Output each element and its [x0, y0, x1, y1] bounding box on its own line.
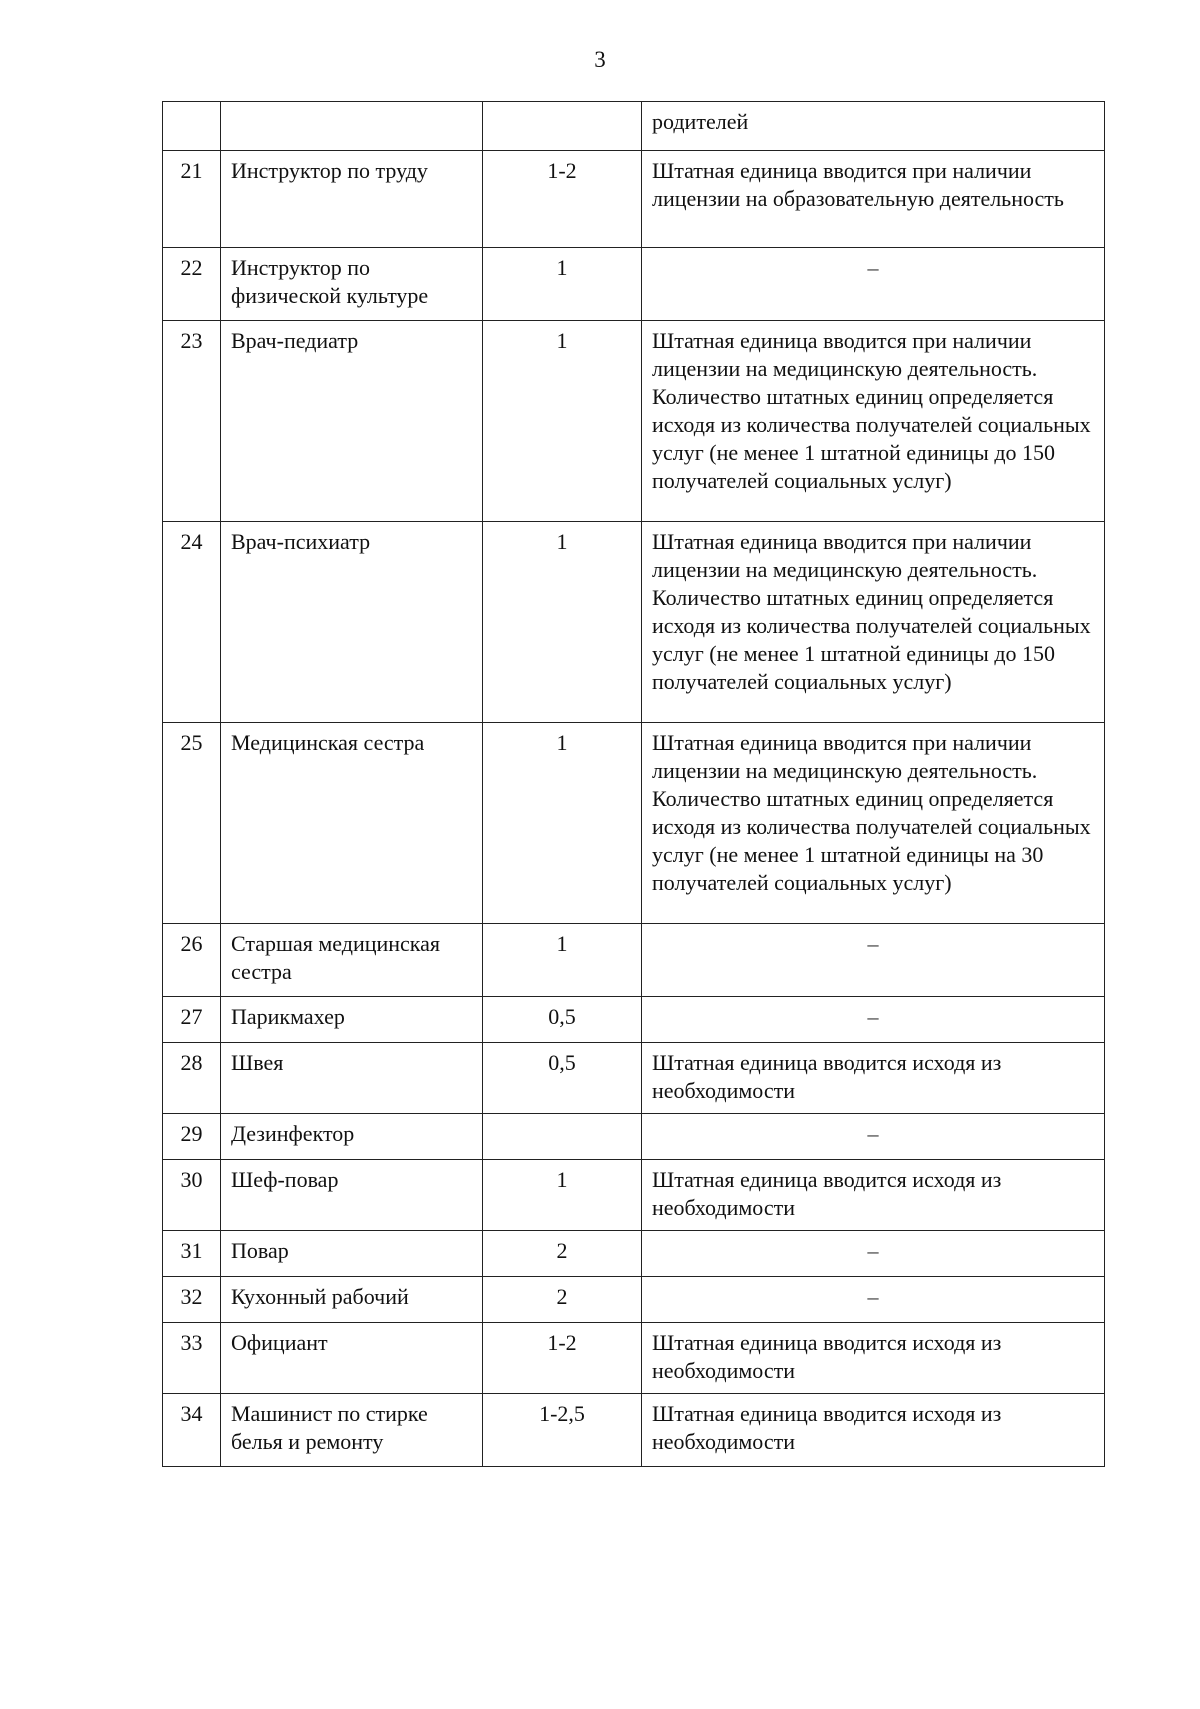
staff-count-cell: 0,5: [483, 997, 642, 1043]
staff-count-cell: 2: [483, 1277, 642, 1323]
staff-count-cell: 1: [483, 1160, 642, 1231]
note-cell: Штатная единица вводится исходя из необходимости: [642, 1160, 1105, 1231]
row-number-cell: 28: [163, 1043, 221, 1114]
note-cell: родителей: [642, 102, 1105, 151]
staff-count-cell: 1-2,5: [483, 1394, 642, 1467]
note-cell: –: [642, 924, 1105, 997]
note-cell: Штатная единица вводится исходя из необходимости: [642, 1043, 1105, 1114]
table-row: [163, 1231, 1105, 1277]
table-row: [163, 321, 1105, 522]
table-row: [163, 1043, 1105, 1114]
position-name-cell: Врач-психиатр: [221, 522, 483, 723]
staff-count-cell: 1: [483, 321, 642, 522]
staff-count-cell: 1-2: [483, 1323, 642, 1394]
row-number-cell: 23: [163, 321, 221, 522]
staffing-table: [162, 101, 1105, 1467]
row-number-cell: 21: [163, 151, 221, 248]
note-cell: –: [642, 1277, 1105, 1323]
staff-count-cell: 1-2: [483, 151, 642, 248]
row-number-cell: 26: [163, 924, 221, 997]
note-cell: Штатная единица вводится при наличии лицензии на образовательную деятельность: [642, 151, 1105, 248]
staff-count-cell: [483, 1114, 642, 1160]
row-number-cell: 34: [163, 1394, 221, 1467]
position-name-cell: Инструктор по труду: [221, 151, 483, 248]
note-cell: –: [642, 1114, 1105, 1160]
position-name-cell: Машинист по стирке белья и ремонту: [221, 1394, 483, 1467]
table-row: [163, 997, 1105, 1043]
row-number-cell: [163, 102, 221, 151]
row-number-cell: 33: [163, 1323, 221, 1394]
note-cell: –: [642, 1231, 1105, 1277]
row-number-cell: 27: [163, 997, 221, 1043]
table-row: [163, 924, 1105, 997]
row-number-cell: 24: [163, 522, 221, 723]
row-number-cell: 32: [163, 1277, 221, 1323]
table-row: [163, 1114, 1105, 1160]
staff-count-cell: [483, 102, 642, 151]
table-row: [163, 522, 1105, 723]
table-row: [163, 1394, 1105, 1467]
position-name-cell: Старшая медицинская сестра: [221, 924, 483, 997]
row-number-cell: 22: [163, 248, 221, 321]
note-cell: –: [642, 997, 1105, 1043]
staff-count-cell: 1: [483, 723, 642, 924]
note-cell: Штатная единица вводится исходя из необходимости: [642, 1394, 1105, 1467]
position-name-cell: Шеф-повар: [221, 1160, 483, 1231]
position-name-cell: Кухонный рабочий: [221, 1277, 483, 1323]
table-row: [163, 723, 1105, 924]
position-name-cell: Повар: [221, 1231, 483, 1277]
table-row: [163, 248, 1105, 321]
row-number-cell: 31: [163, 1231, 221, 1277]
note-cell: Штатная единица вводится при наличии лицензии на медицинскую деятельность. Количество штатных единиц определяется исходя из количества получателей социальных услуг (не менее 1 штатной единицы на 30 получателей социальных услуг): [642, 723, 1105, 924]
staff-count-cell: 2: [483, 1231, 642, 1277]
table-row: [163, 151, 1105, 248]
position-name-cell: Швея: [221, 1043, 483, 1114]
position-name-cell: [221, 102, 483, 151]
position-name-cell: Инструктор по физической культуре: [221, 248, 483, 321]
row-number-cell: 25: [163, 723, 221, 924]
table-row: [163, 102, 1105, 151]
staff-count-cell: 0,5: [483, 1043, 642, 1114]
note-cell: Штатная единица вводится при наличии лицензии на медицинскую деятельность. Количество штатных единиц определяется исходя из количества получателей социальных услуг (не менее 1 штатной единицы до 150 получателей социальных услуг): [642, 321, 1105, 522]
row-number-cell: 29: [163, 1114, 221, 1160]
staff-count-cell: 1: [483, 522, 642, 723]
table-row: [163, 1277, 1105, 1323]
position-name-cell: Официант: [221, 1323, 483, 1394]
position-name-cell: Дезинфектор: [221, 1114, 483, 1160]
table-row: [163, 1323, 1105, 1394]
position-name-cell: Парикмахер: [221, 997, 483, 1043]
staff-count-cell: 1: [483, 248, 642, 321]
row-number-cell: 30: [163, 1160, 221, 1231]
note-cell: Штатная единица вводится при наличии лицензии на медицинскую деятельность. Количество штатных единиц определяется исходя из количества получателей социальных услуг (не менее 1 штатной единицы до 150 получателей социальных услуг): [642, 522, 1105, 723]
page-number: 3: [594, 47, 606, 72]
position-name-cell: Медицинская сестра: [221, 723, 483, 924]
table-row: [163, 1160, 1105, 1231]
note-cell: Штатная единица вводится исходя из необходимости: [642, 1323, 1105, 1394]
note-cell: –: [642, 248, 1105, 321]
staff-count-cell: 1: [483, 924, 642, 997]
position-name-cell: Врач-педиатр: [221, 321, 483, 522]
